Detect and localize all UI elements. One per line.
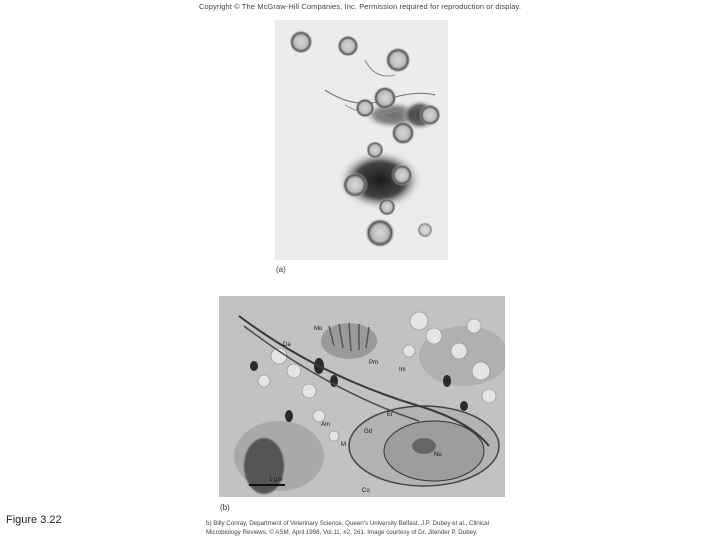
label-nu: Nu xyxy=(434,452,442,458)
scale-bar-label: 1 μm xyxy=(269,477,283,483)
copyright-notice: Copyright © The McGraw-Hill Companies, Inc. Permission required for reproduction or display. xyxy=(198,2,522,11)
image-credit xyxy=(206,519,526,537)
label-pm: Pm xyxy=(369,360,378,366)
label-er: Er xyxy=(387,412,393,418)
micrograph-a-image xyxy=(275,20,448,260)
label-co: Co xyxy=(362,488,370,494)
label-m: M xyxy=(341,442,346,448)
figure-label: Figure 3.22 xyxy=(6,514,62,526)
micrograph-b-image xyxy=(219,296,505,497)
credit-line-2: Microbiology Reviews, © ASM, April 1998, Vol.11, #2, 261. Image courtesy of Dr. Jitender P. Dubey. xyxy=(206,529,478,536)
scale-bar xyxy=(249,484,285,486)
label-am: Am xyxy=(321,422,330,428)
credit-line-1: b) Billy Conray, Department of Veterinary Science, Queen's University Belfast, J.P. Dubey et al., Clinical xyxy=(206,520,489,527)
label-mo: Mo xyxy=(314,326,323,332)
micrograph-b xyxy=(219,296,505,497)
micrograph-a xyxy=(275,20,448,260)
label-gd: Gd xyxy=(364,429,373,435)
label-im: Im xyxy=(399,367,406,373)
panel-a-label: (a) xyxy=(276,265,286,274)
label-da: Da xyxy=(283,342,291,348)
panel-b-label: (b) xyxy=(220,503,230,512)
